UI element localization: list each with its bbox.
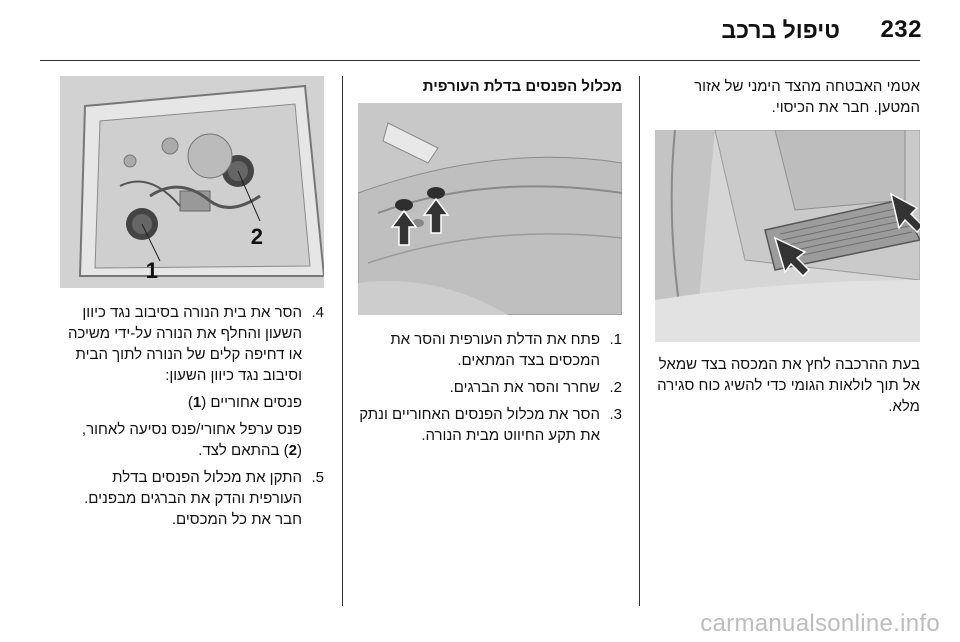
step-number: 2. xyxy=(609,379,622,396)
callout-1: 1 xyxy=(145,258,158,283)
sub-item-tail-lamp xyxy=(60,392,324,413)
page-number: 232 xyxy=(880,16,922,43)
list-item xyxy=(60,467,324,530)
page-title: טיפול ברכב xyxy=(721,17,840,43)
cover-hole xyxy=(427,187,445,199)
step-text: הסר את בית הנורה בסיבוב נגד כיוון השעון והחלף את הנורה על-ידי משיכה או דחיפה קלים של הנורה לתוך הבית וסיבוב נגד כיוון השעון: xyxy=(67,304,302,384)
section-heading: מכלול הפנסים בדלת העורפית xyxy=(422,78,622,95)
tailgate-illustration xyxy=(358,103,622,315)
column-divider-right xyxy=(639,76,640,606)
column-middle xyxy=(358,76,622,452)
step-number: 5. xyxy=(311,469,324,486)
list-item xyxy=(358,377,622,398)
intro-text: אטמי האבטחה מהצד הימני של אזור המטען. חבר את הכיסוי. xyxy=(694,78,920,116)
sub-item-number: 2 xyxy=(288,442,297,459)
sub-item-fog-reverse-lamp xyxy=(60,419,324,461)
step-text: התקן את מכלול הפנסים בדלת העורפית והדק את הברגים מבפנים. חבר את כל המכסים. xyxy=(84,469,302,528)
list-item xyxy=(358,404,622,446)
figure-bulb-holder xyxy=(60,76,324,288)
column-left xyxy=(60,76,324,536)
step-number: 3. xyxy=(609,406,622,423)
step-text: פתח את הדלת העורפית והסר את המכסים בצד המתאים. xyxy=(390,331,600,369)
list-item xyxy=(60,302,324,386)
figure-tailgate-lamp xyxy=(358,103,622,315)
cargo-cover-illustration xyxy=(655,130,920,342)
watermark: carmanualsonline.info xyxy=(700,610,940,637)
sub-item-text-end: ) בהתאם לצד. xyxy=(198,442,289,459)
sub-item-text: פנסים אחוריים ( xyxy=(201,394,302,411)
figure-cargo-cover xyxy=(655,130,920,342)
cover-hole xyxy=(395,199,413,211)
step-text: הסר את מכלול הפנסים האחוריים ונתק את תקע החיווט מבית הנורה. xyxy=(359,406,600,444)
list-item xyxy=(358,329,622,371)
step-number: 1. xyxy=(609,331,622,348)
column-divider-left xyxy=(342,76,343,606)
steps-list-1 xyxy=(358,329,622,446)
bulb-holder-illustration xyxy=(60,76,324,288)
steps-list-2 xyxy=(60,302,324,386)
cargo-cover-caption: בעת ההרכבה לחץ את המכסה בצד שמאל אל תוך לולאות הגומי כדי להשיג כוח סגירה מלא. xyxy=(657,356,920,415)
step-number: 4. xyxy=(311,304,324,321)
column-right xyxy=(655,76,920,425)
page-header xyxy=(0,0,960,62)
sub-item-number: 1 xyxy=(192,394,202,411)
header-rule xyxy=(40,60,920,61)
step-text: שחרר והסר את הברגים. xyxy=(449,379,600,396)
steps-list-3 xyxy=(60,467,324,530)
sub-item-text: פנס ערפל אחורי/פנס נסיעה לאחור, ( xyxy=(81,421,302,459)
sub-item-text-end: ) xyxy=(187,394,193,411)
callout-2: 2 xyxy=(250,224,263,249)
